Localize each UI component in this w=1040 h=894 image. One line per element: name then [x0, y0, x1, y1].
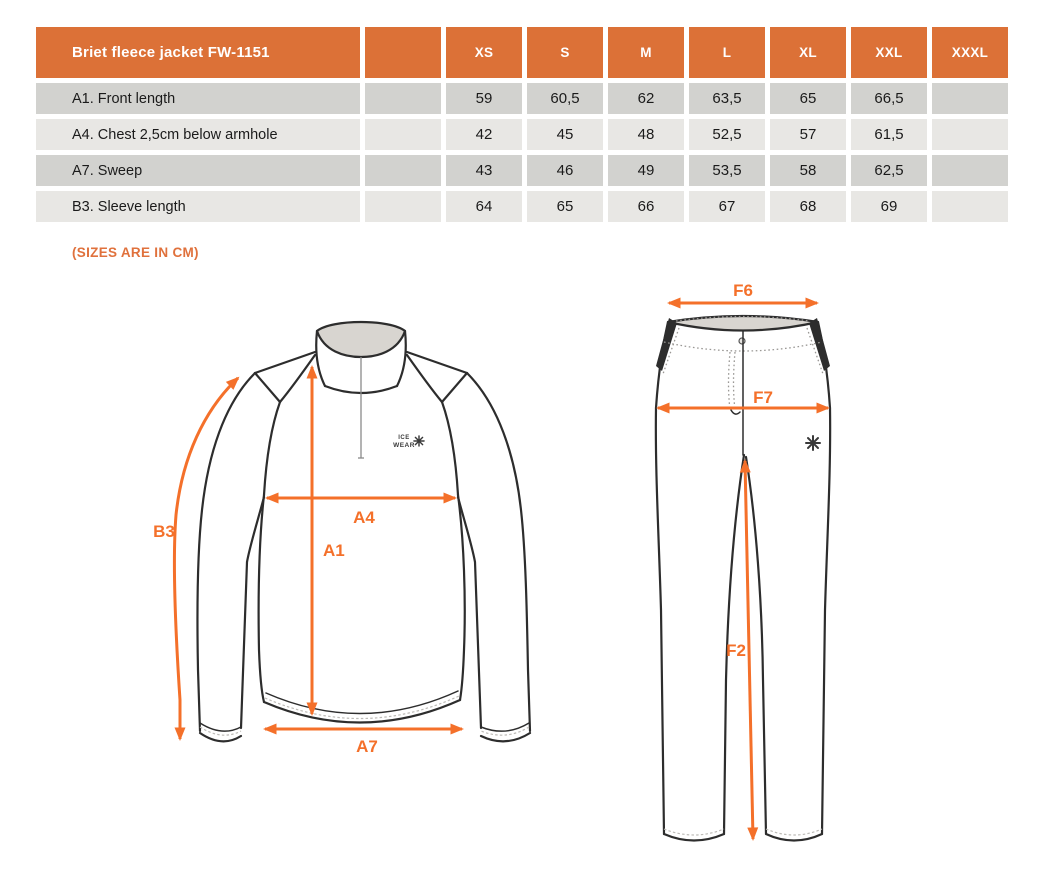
- value-cell: 65: [527, 191, 608, 227]
- value-cell: 43: [446, 155, 527, 191]
- size-header-l: L: [689, 27, 770, 83]
- brand-logo-snowflake-icon: [414, 436, 424, 446]
- value-cell: 48: [608, 119, 689, 155]
- value-cell: 64: [446, 191, 527, 227]
- value-cell: 68: [770, 191, 851, 227]
- measure-label-b3: B3: [153, 522, 175, 541]
- pants-snowflake-logo-icon: [806, 436, 820, 450]
- value-cell: 65: [770, 83, 851, 119]
- value-cell: [932, 119, 1008, 155]
- value-cell: 63,5: [689, 83, 770, 119]
- table-header-row: [36, 27, 1008, 83]
- size-header-xxxl: XXXL: [932, 27, 1008, 83]
- pants-right-leg: [822, 408, 830, 834]
- jacket-body: [259, 495, 264, 702]
- value-cell: 66: [608, 191, 689, 227]
- jacket-right-sleeve: [467, 373, 530, 731]
- value-cell: 67: [689, 191, 770, 227]
- jacket-collar-opening: [317, 322, 405, 357]
- value-cell: [932, 155, 1008, 191]
- table-row-front-length: [36, 83, 1008, 119]
- value-cell: 60,5: [527, 83, 608, 119]
- row-label: A7. Sweep: [36, 155, 365, 191]
- spacer-cell: [365, 191, 446, 227]
- pants-left-leg: [656, 408, 664, 834]
- value-cell: 53,5: [689, 155, 770, 191]
- value-cell: 62,5: [851, 155, 932, 191]
- value-cell: 69: [851, 191, 932, 227]
- size-header-m: M: [608, 27, 689, 83]
- measure-label-a7: A7: [356, 737, 378, 756]
- value-cell: 57: [770, 119, 851, 155]
- table-row-sleeve-length: [36, 191, 1008, 227]
- value-cell: 59: [446, 83, 527, 119]
- measure-arrow-b3: [174, 378, 238, 739]
- measure-label-a4: A4: [353, 508, 375, 527]
- measure-label-f7: F7: [753, 388, 773, 407]
- spacer-cell: [365, 155, 446, 191]
- measurement-diagram: [0, 270, 1040, 894]
- row-label: A1. Front length: [36, 83, 365, 119]
- value-cell: 66,5: [851, 83, 932, 119]
- size-header-xl: XL: [770, 27, 851, 83]
- measure-arrow-f2: [745, 461, 753, 839]
- size-chart-table: [36, 27, 1008, 227]
- brand-logo-text-bottom: WEAR: [393, 442, 415, 449]
- spacer-cell: [365, 83, 446, 119]
- size-header-xs: XS: [446, 27, 527, 83]
- row-label: A4. Chest 2,5cm below armhole: [36, 119, 365, 155]
- spacer-cell: [365, 119, 446, 155]
- table-row-chest: [36, 119, 1008, 155]
- value-cell: [932, 191, 1008, 227]
- jacket-left-sleeve: [197, 373, 255, 731]
- brand-logo-text-top: ICE: [398, 435, 410, 441]
- value-cell: [932, 83, 1008, 119]
- value-cell: 42: [446, 119, 527, 155]
- product-title: Briet fleece jacket FW-1151: [36, 27, 365, 83]
- pants-drawing: [656, 281, 830, 841]
- sizes-in-cm-note: (SIZES ARE IN CM): [72, 245, 199, 260]
- measure-label-f6: F6: [733, 281, 753, 300]
- value-cell: 58: [770, 155, 851, 191]
- value-cell: 52,5: [689, 119, 770, 155]
- value-cell: 46: [527, 155, 608, 191]
- table-row-sweep: [36, 155, 1008, 191]
- measure-label-f2: F2: [726, 641, 746, 660]
- value-cell: 49: [608, 155, 689, 191]
- value-cell: 45: [527, 119, 608, 155]
- value-cell: 61,5: [851, 119, 932, 155]
- size-header-xxl: XXL: [851, 27, 932, 83]
- size-header-s: S: [527, 27, 608, 83]
- measure-label-a1: A1: [323, 541, 345, 560]
- value-cell: 62: [608, 83, 689, 119]
- pants-button: [739, 338, 745, 344]
- row-label: B3. Sleeve length: [36, 191, 365, 227]
- jacket-drawing: [153, 322, 530, 756]
- spacer-header-cell: [365, 27, 446, 83]
- pants-waistband: [668, 316, 818, 331]
